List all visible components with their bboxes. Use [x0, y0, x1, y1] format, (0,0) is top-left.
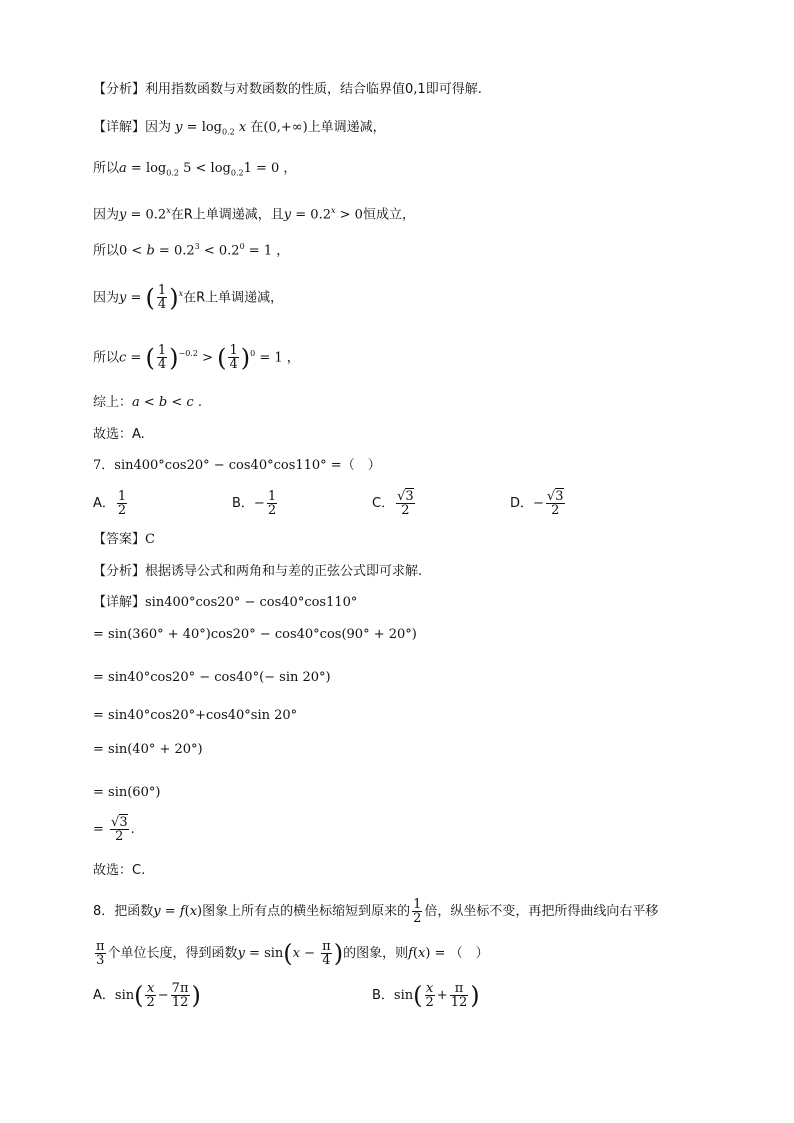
text: 所以 [93, 161, 120, 176]
text: 在R上单调递减， [183, 290, 284, 306]
text: 所以 [93, 243, 120, 259]
q7-detail [93, 593, 357, 613]
text: 恒成立， [362, 207, 415, 223]
q7-step-5: = sin(60°) [93, 785, 161, 800]
q7-option-b: B．− $\frac{1}{2}$ [232, 489, 277, 518]
q7-step-6: = $\frac{√3}{2}$ . [93, 815, 135, 844]
q8-option-a: A．sin( $\frac{x}{2}$ − $\frac{7\pi}{12}$ ) [93, 981, 201, 1010]
option-label: B． [372, 988, 394, 1003]
q6-detail-line-6: 所以c = ( $\frac{1}{4}$ )$^{-0.2}$ > ( $\frac{1}{4}$ )$^0$ = 1 ， [93, 343, 300, 373]
text: 倍，纵坐标不变，再把所得曲线向右平移 [424, 904, 659, 919]
q6-analysis-line [93, 80, 482, 100]
formula: sin400°cos20° − cos40°cos110° [145, 595, 358, 610]
option-label: C． [372, 496, 395, 511]
option-label: B． [232, 496, 254, 511]
text: 综上： [93, 395, 133, 410]
q6-detail-line-5: 因为y = ( $\frac{1}{4}$ )$^x$在R上单调递减， [93, 283, 284, 313]
q6-detail-line-1: 【详解】因为 $y = \log_{0.2} x$ 在(0,+∞)上单调递减， [93, 120, 386, 137]
q7-answer [93, 530, 155, 550]
text: 在R上单调递减，且 [170, 207, 284, 223]
text: 图象上所有点的横坐标缩短到原来的 [202, 904, 411, 919]
option-label: D． [510, 496, 534, 511]
q7-step-1: = sin(360° + 40°)cos20° − cos40°cos(90° + 20°) [93, 627, 417, 642]
analysis-tag: 【分析】 [93, 82, 146, 97]
option-label: A． [93, 988, 115, 1003]
q7-option-d: D．− $\frac{√3}{2}$ [510, 489, 564, 518]
detail-tag: 【详解】 [93, 120, 146, 135]
formula: a < b < c . [132, 395, 202, 410]
text: 所以 [93, 350, 120, 366]
text: 的图象，则 [343, 946, 409, 961]
q7-step-2: = sin40°cos20° − cos40°(− sin 20°) [93, 670, 331, 685]
q7-analysis [93, 562, 422, 582]
answer-tag: 【答案】 [93, 532, 146, 547]
q6-conclusion: 故选：A. [93, 427, 145, 442]
q7-stem: 7．sin400°cos20° − cos40°cos110° =（ ） [93, 458, 381, 473]
formula: y [175, 120, 183, 135]
q6-summary [93, 393, 202, 413]
answer-value: C [145, 532, 155, 547]
text: 因为 [145, 120, 172, 135]
q7-option-a: A． $\frac{1}{2}$ [93, 489, 127, 518]
q6-detail-line-2: 所以$a = \log_{0.2} 5 < \log_{0.2}1 = 0$ ， [93, 161, 297, 178]
text: 因为 [93, 290, 120, 306]
text: 8．把函数 [93, 904, 154, 919]
q7-step-3: = sin40°cos20°+cos40°sin 20° [93, 708, 298, 723]
q7-conclusion: 故选：C. [93, 863, 146, 878]
q7-option-c: C． $\frac{√3}{2}$ [372, 489, 414, 518]
text: 上单调递减， [307, 120, 386, 135]
text: 因为 [93, 207, 120, 223]
analysis-text: 根据诱导公式和两角和与差的正弦公式即可求解. [145, 564, 423, 579]
q8-option-b: B．sin( $\frac{x}{2}$ + $\frac{\pi}{12}$ ) [372, 981, 480, 1010]
analysis-text: 利用指数函数与对数函数的性质，结合临界值0,1即可得解. [145, 82, 482, 97]
q7-step-4: = sin(40° + 20°) [93, 742, 203, 757]
text: 个单位长度，得到函数 [107, 946, 238, 961]
option-label: A． [93, 496, 115, 511]
detail-tag: 【详解】 [93, 595, 146, 610]
q6-detail-line-4: 所以$0 < b = 0.2^3 < 0.2^0 = 1$ ， [93, 242, 290, 259]
q8-stem-line-1: 8．把函数y = f(x)图象上所有点的横坐标缩短到原来的 $\frac{1}{2}$ 倍，纵坐标不变，再把所得曲线向右平移 [93, 897, 659, 926]
text: 在 [250, 120, 264, 135]
analysis-tag: 【分析】 [93, 564, 146, 579]
q8-stem-line-2: $\frac{\pi}{3}$ 个单位长度，得到函数y = sin(x − $\frac{\pi}{4}$ )的图象，则f(x) = （ ） [96, 939, 489, 968]
text: （ ） [449, 946, 489, 961]
q6-detail-line-3: 因为$y = 0.2^x$在R上单调递减，且$y = 0.2^x > 0$恒成立， [93, 206, 415, 223]
